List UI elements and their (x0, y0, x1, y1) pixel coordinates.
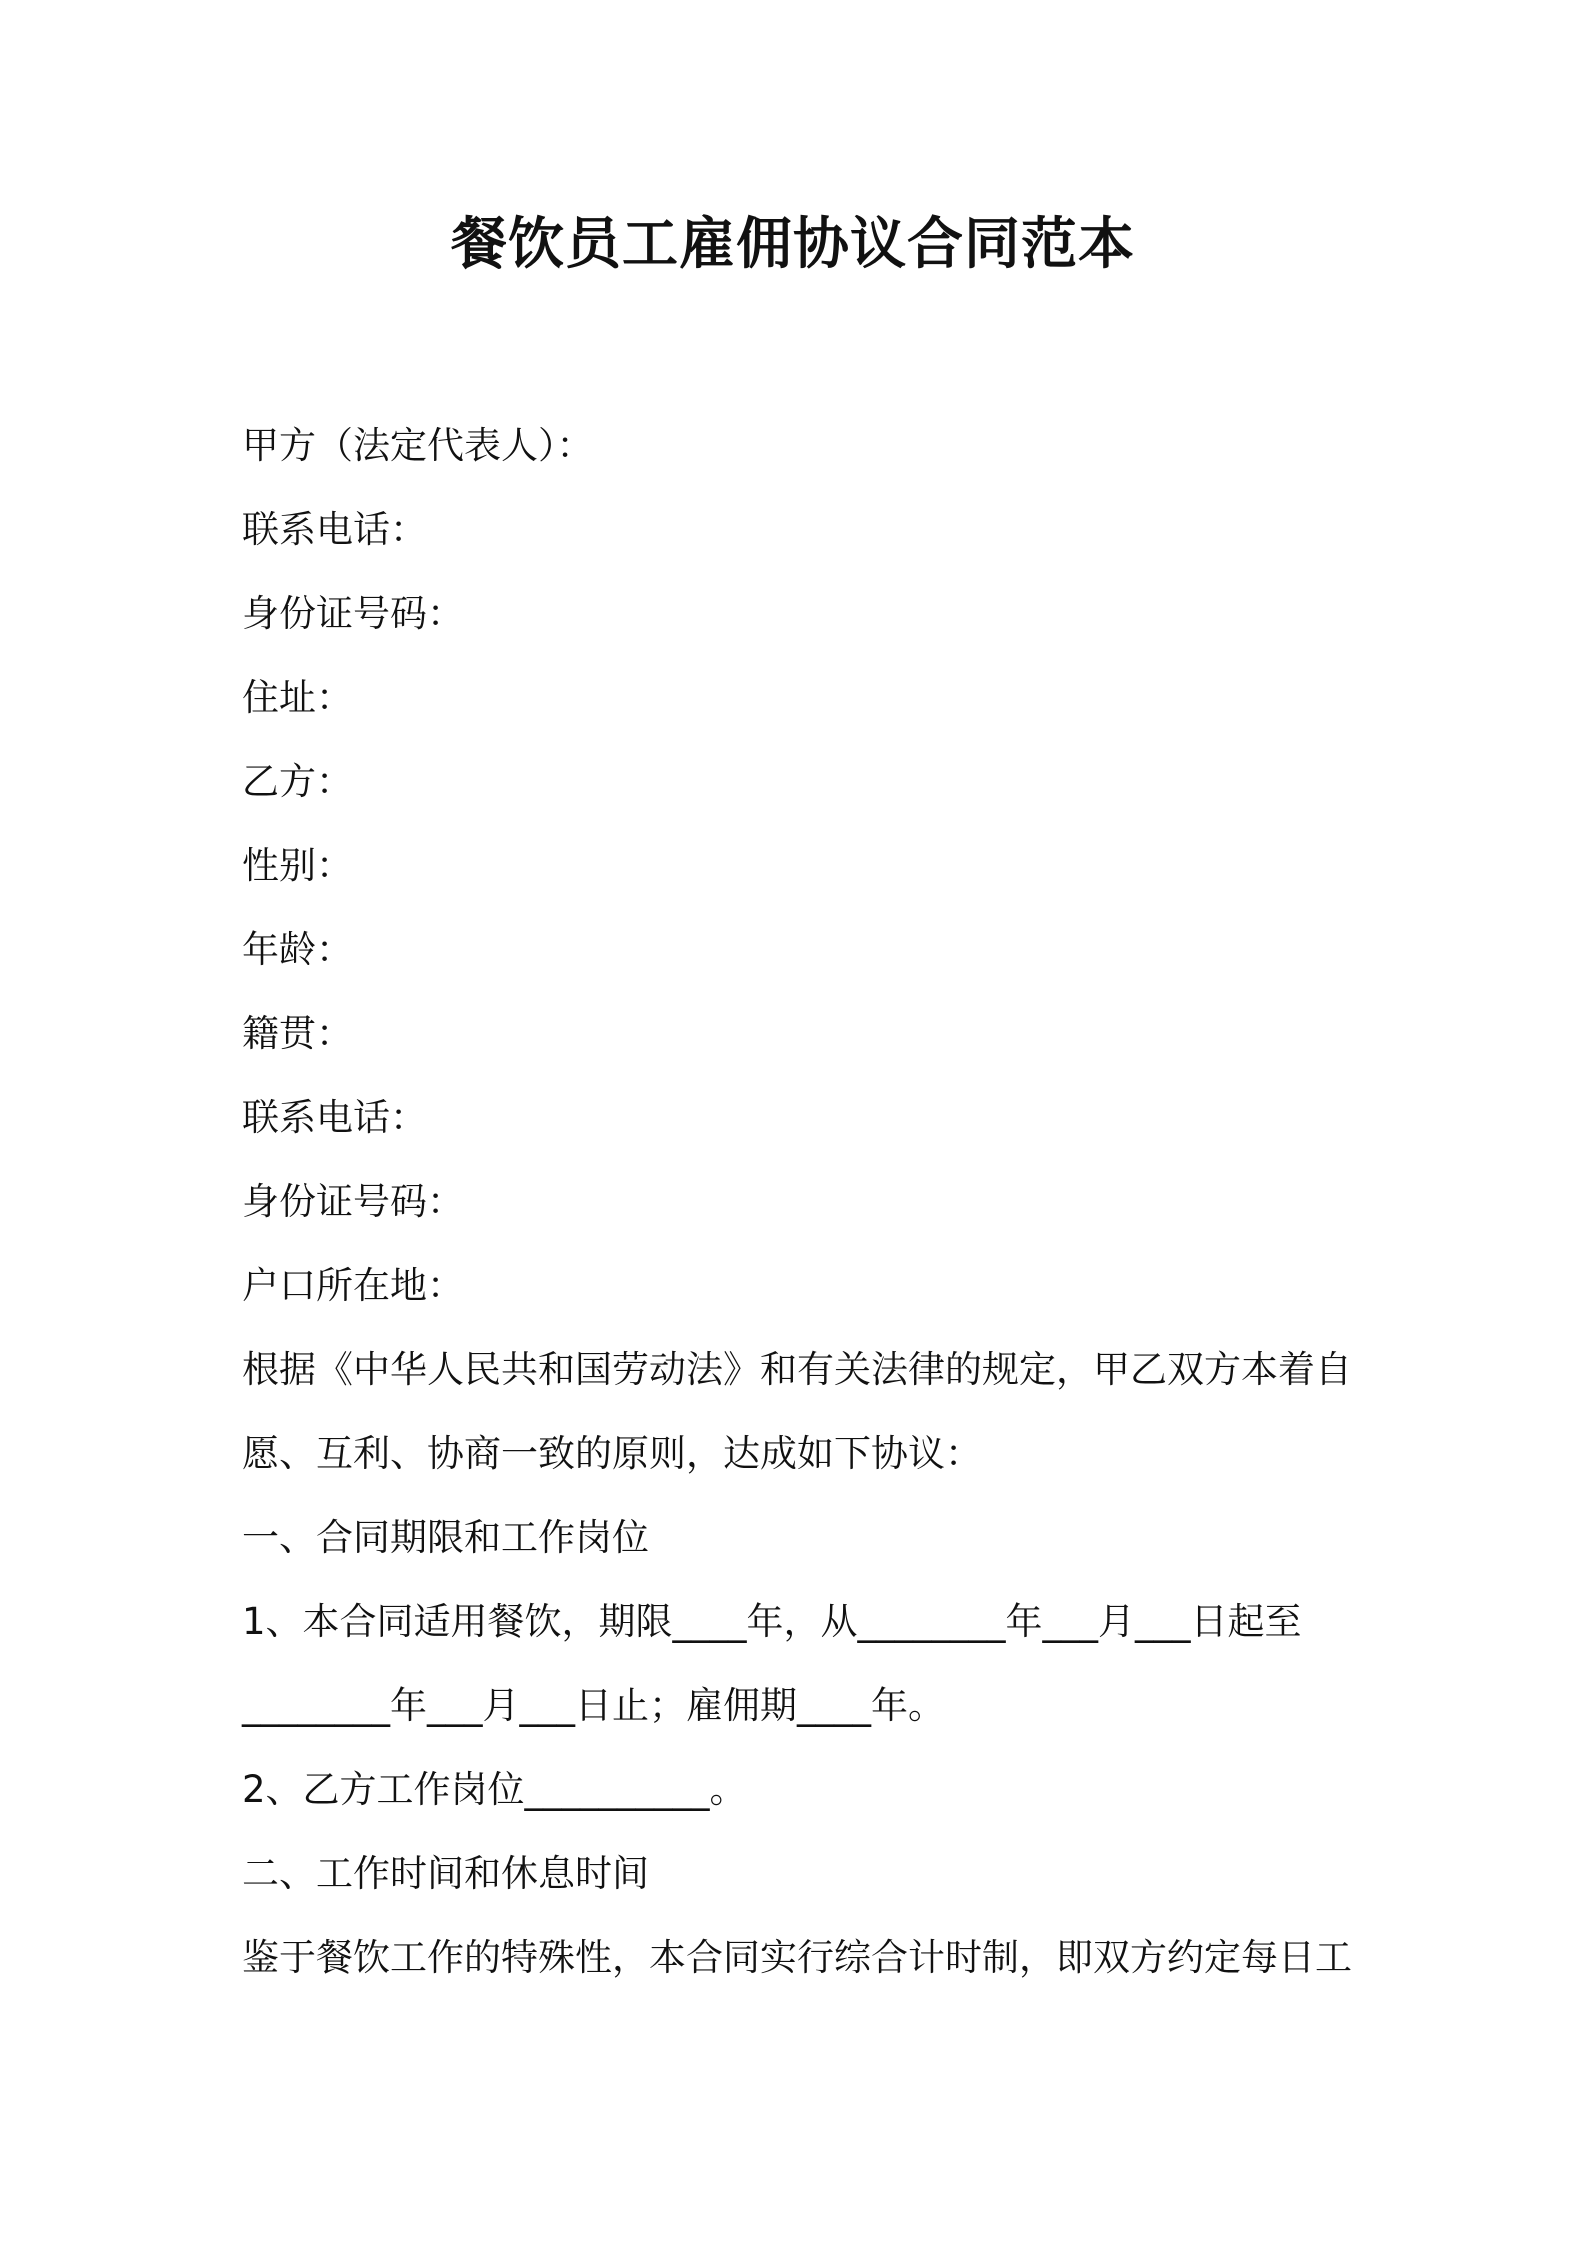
section-heading-term-and-position: 一、合同期限和工作岗位 (242, 1516, 649, 1559)
party-b-id-number: 身份证号码： (242, 1180, 464, 1223)
clause-1-line-1: 1、本合同适用餐饮，期限____年，从________年___月___日起至 (242, 1600, 1302, 1643)
party-b: 乙方： (242, 760, 353, 803)
document-title: 餐饮员工雇佣协议合同范本 (451, 212, 1135, 277)
clause-2: 2、乙方工作岗位__________。 (242, 1768, 747, 1811)
preamble-line-1: 根据《中华人民共和国劳动法》和有关法律的规定，甲乙双方本着自 (242, 1348, 1352, 1391)
party-b-native-place: 籍贯： (242, 1012, 353, 1055)
party-a-address: 住址： (242, 676, 353, 719)
party-a-representative: 甲方（法定代表人）： (242, 424, 594, 467)
party-b-household-registration: 户口所在地： (242, 1264, 464, 1307)
party-b-phone: 联系电话： (242, 1096, 427, 1139)
working-hours-paragraph: 鉴于餐饮工作的特殊性，本合同实行综合计时制，即双方约定每日工 (242, 1936, 1352, 1979)
party-b-age: 年龄： (242, 928, 353, 971)
party-b-gender: 性别： (242, 844, 353, 887)
clause-1-line-2: ________年___月___日止；雇佣期____年。 (242, 1684, 945, 1727)
preamble-line-2: 愿、互利、协商一致的原则，达成如下协议： (242, 1432, 982, 1475)
document-body (242, 404, 1362, 2000)
section-heading-working-hours: 二、工作时间和休息时间 (242, 1852, 649, 1895)
party-a-id-number: 身份证号码： (242, 592, 464, 635)
party-a-phone: 联系电话： (242, 508, 427, 551)
